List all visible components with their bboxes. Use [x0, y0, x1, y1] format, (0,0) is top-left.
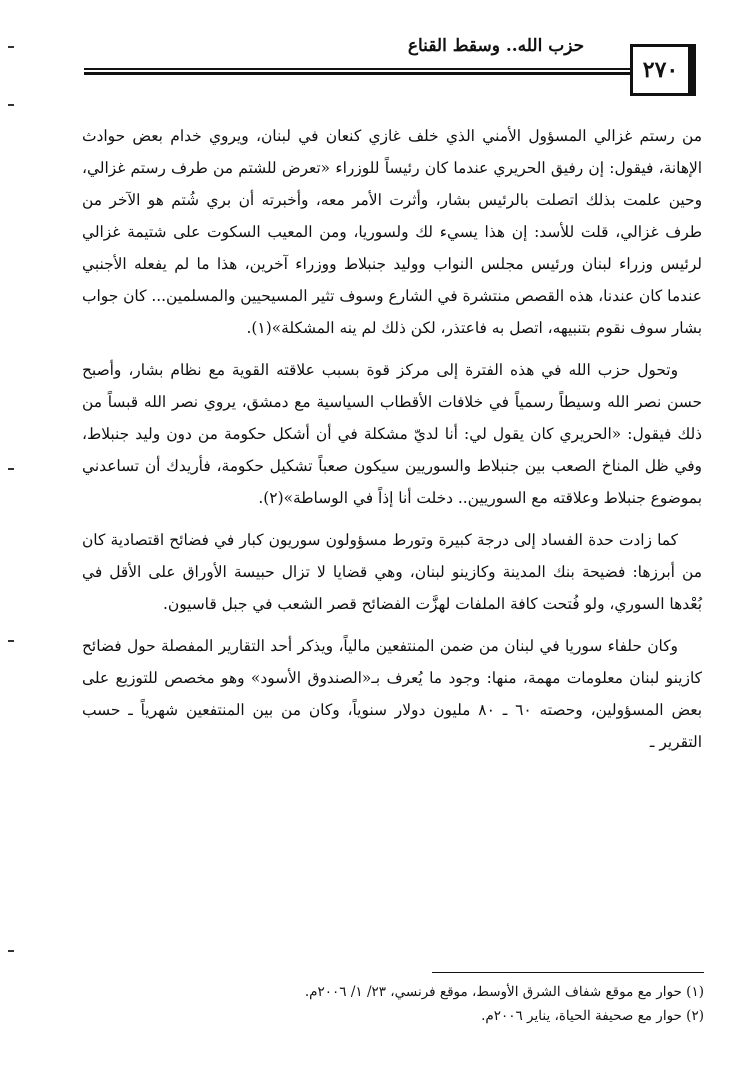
page-number: ٢٧٠ [630, 44, 696, 96]
header-rule [84, 68, 630, 75]
margin-mark [8, 950, 14, 952]
margin-mark [8, 104, 14, 106]
paragraph: وتحول حزب الله في هذه الفترة إلى مركز قوة بسبب علاقته القوية مع نظام بشار، وأصبح حسن نصر الله وسيطاً رسمياً في خلافات الأقطاب السياسية مع دمشق، يروي نصر الله قبساً من ذلك فيقول: «الحريري كان يقول لي: أنا لديّ مشكلة في أن أشكل حكومة من دون وليد جنبلاط، وفي ظل المناخ الصعب بين جنبلاط والسوريين سيكون صعباً تشكيل حكومة، فأريدك أن تساعدني بموضوع جنبلاط وعلاقته مع السوريين.. دخلت أنا إذاً في الوساطة»(٢). [82, 361, 702, 507]
footnotes [150, 980, 704, 1028]
paragraph: كما زادت حدة الفساد إلى درجة كبيرة وتورط مسؤولون سوريون كبار في فضائح اقتصادية كان من أبرزها: فضيحة بنك المدينة وكازينو لبنان، وهي قضايا لا تزال حبيسة الأوراق على الأقل في بُعْدها السوري، ولو فُتحت كافة الملفات لهزَّت الفضائح قصر الشعب في جبل قاسيون. [82, 531, 702, 613]
footnote: (٢) حوار مع صحيفة الحياة، يناير ٢٠٠٦م. [481, 1008, 704, 1024]
footnote-rule [432, 972, 704, 973]
margin-mark [8, 640, 14, 642]
paragraph: وكان حلفاء سوريا في لبنان من ضمن المنتفعين مالياً، ويذكر أحد التقارير المفصلة حول فضائح كازينو لبنان معلومات مهمة، منها: وجود ما يُعرف بـ«الصندوق الأسود» وهو مخصص للتوزيع على بعض المسؤولين، وحصته ٦٠ ـ ٨٠ مليون دولار سنوياً، وكان من بين المنتفعين شهرياً ـ حسب التقرير ـ [82, 637, 703, 751]
body-text [82, 120, 702, 768]
running-title: حزب الله.. وسقط القناع [407, 36, 585, 56]
margin-mark [8, 46, 14, 48]
footnote: (١) حوار مع موقع شفاف الشرق الأوسط، موقع فرنسي، ٢٣/ ١/ ٢٠٠٦م. [304, 984, 704, 1000]
margin-mark [8, 468, 14, 470]
paragraph: من رستم غزالي المسؤول الأمني الذي خلف غازي كنعان في لبنان، ويروي خدام بعض حوادث الإهانة، فيقول: إن رفيق الحريري عندما كان رئيساً للوزراء «تعرض للشتم من طرف رستم غزالي، وحين علمت بذلك اتصلت بالرئيس بشار، وأثرت الأمر معه، وأخبرته أن بري شُتم هو الآخر من طرف غزالي، قلت للأسد: إن هذا يسيء لك ولسوريا، ومن المعيب السكوت على شتيمة غزالي لرئيس وزراء لبنان ورئيس مجلس النواب ووليد جنبلاط ووزراء آخرين، هذا ما لم يفعله الأجنبي عندما كان عندنا، هذه القصص منتشرة في الشارع وسوف تثير المسيحيين والمسلمين... كان جواب بشار سوف نقوم بتنبيهه، اتصل به فاعتذر، لكن ذلك لم ينه المشكلة»(١). [82, 127, 702, 337]
